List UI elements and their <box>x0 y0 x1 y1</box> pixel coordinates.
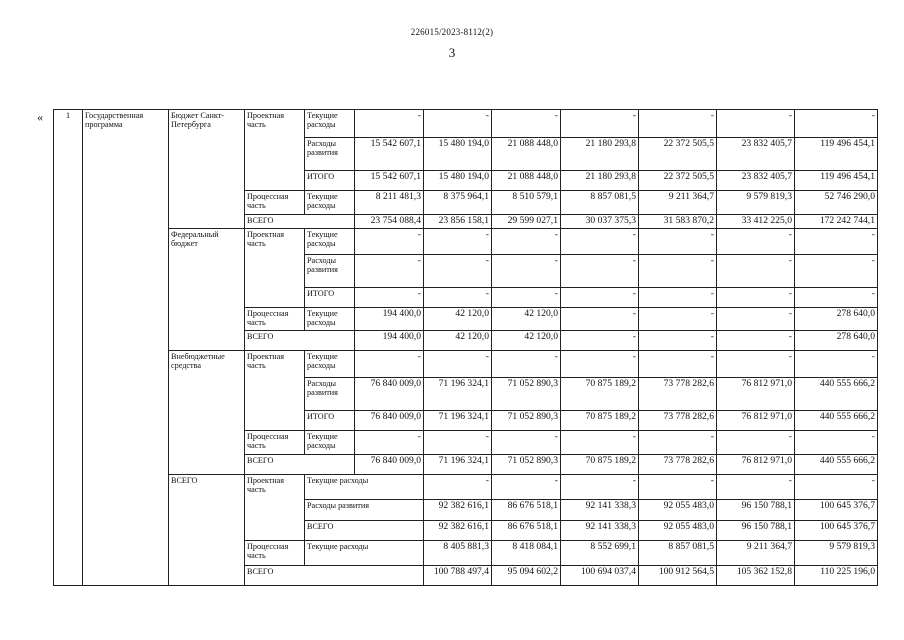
item-vsego: ВСЕГО <box>245 454 355 474</box>
value-cell: 9 579 819,3 <box>795 540 878 565</box>
value-cell: 76 840 009,0 <box>355 377 424 410</box>
value-cell: 42 120,0 <box>492 330 561 350</box>
value-cell: 9 579 819,3 <box>717 191 795 215</box>
value-cell: - <box>492 350 561 377</box>
value-cell-total: - <box>795 430 878 454</box>
item-itogo: ИТОГО <box>305 410 355 430</box>
value-cell: 76 812 971,0 <box>717 454 795 474</box>
value-cell: - <box>717 474 795 499</box>
value-cell: - <box>639 474 717 499</box>
source-total: ВСЕГО <box>169 474 245 585</box>
value-cell: 100 912 564,5 <box>639 565 717 585</box>
value-cell: 8 418 084,1 <box>492 540 561 565</box>
value-cell: 15 542 607,1 <box>355 138 424 171</box>
value-cell-total: 440 555 666,2 <box>795 377 878 410</box>
part-project: Проектная часть <box>245 110 305 191</box>
value-cell-total: 440 555 666,2 <box>795 410 878 430</box>
value-cell: 70 875 189,2 <box>561 410 639 430</box>
item-vsego: ВСЕГО <box>245 215 355 229</box>
value-cell: 9 211 364,7 <box>717 540 795 565</box>
budget-table <box>53 109 878 586</box>
value-cell: - <box>424 110 492 138</box>
item-itogo: ИТОГО <box>305 171 355 191</box>
row-number: 1 <box>54 110 83 586</box>
value-cell: 21 088 448,0 <box>492 138 561 171</box>
value-cell: 31 583 870,2 <box>639 215 717 229</box>
value-cell: 96 150 788,1 <box>717 520 795 540</box>
value-cell: - <box>424 254 492 287</box>
value-cell: 71 196 324,1 <box>424 377 492 410</box>
value-cell: 29 599 027,1 <box>492 215 561 229</box>
value-cell: 105 362 152,8 <box>717 565 795 585</box>
value-cell: 71 196 324,1 <box>424 410 492 430</box>
source-extrabudgetary: Внебюджетные средства <box>169 350 245 474</box>
value-cell: 73 778 282,6 <box>639 454 717 474</box>
value-cell: - <box>795 474 878 499</box>
value-cell: - <box>561 287 639 307</box>
table-row <box>54 474 878 499</box>
table-row <box>54 110 878 138</box>
value-cell: - <box>492 110 561 138</box>
value-cell: 92 382 616,1 <box>424 520 492 540</box>
value-cell: 9 211 364,7 <box>639 191 717 215</box>
value-cell: 15 480 194,0 <box>424 138 492 171</box>
value-cell: 92 141 338,3 <box>561 499 639 520</box>
item-current-expenses: Текущие расходы <box>305 110 355 138</box>
value-cell: 71 052 890,3 <box>492 410 561 430</box>
value-cell: 21 180 293,8 <box>561 138 639 171</box>
value-cell: - <box>717 228 795 254</box>
value-cell: - <box>639 350 717 377</box>
value-cell: 92 055 483,0 <box>639 520 717 540</box>
value-cell: - <box>561 430 639 454</box>
item-current-expenses: Текущие расходы <box>305 474 424 499</box>
value-cell: 23 832 405,7 <box>717 138 795 171</box>
value-cell: 8 857 081,5 <box>639 540 717 565</box>
value-cell: 8 857 081,5 <box>561 191 639 215</box>
value-cell: 21 088 448,0 <box>492 171 561 191</box>
value-cell: - <box>355 228 424 254</box>
value-cell: 30 037 375,3 <box>561 215 639 229</box>
value-cell: - <box>355 430 424 454</box>
value-cell: - <box>355 254 424 287</box>
value-cell: - <box>561 350 639 377</box>
value-cell: - <box>424 350 492 377</box>
item-vsego: ВСЕГО <box>245 330 355 350</box>
item-current-expenses: Текущие расходы <box>305 430 355 454</box>
value-cell: - <box>424 287 492 307</box>
part-project: Проектная часть <box>245 474 305 540</box>
value-cell: 86 676 518,1 <box>492 520 561 540</box>
item-current-expenses: Текущие расходы <box>305 307 355 330</box>
part-project: Проектная часть <box>245 228 305 307</box>
item-current-expenses: Текущие расходы <box>305 540 424 565</box>
value-cell: 8 375 964,1 <box>424 191 492 215</box>
item-current-expenses: Текущие расходы <box>305 191 355 215</box>
value-cell: - <box>561 330 639 350</box>
value-cell-total: - <box>795 287 878 307</box>
source-federal-budget: Федеральный бюджет <box>169 228 245 350</box>
value-cell: 15 480 194,0 <box>424 171 492 191</box>
value-cell: - <box>639 430 717 454</box>
value-cell: - <box>492 254 561 287</box>
value-cell: 76 840 009,0 <box>355 454 424 474</box>
value-cell: 8 405 881,3 <box>424 540 492 565</box>
item-current-expenses: Текущие расходы <box>305 350 355 377</box>
value-cell: 22 372 505,5 <box>639 171 717 191</box>
value-cell: - <box>717 330 795 350</box>
value-cell: 76 812 971,0 <box>717 410 795 430</box>
value-cell: - <box>492 474 561 499</box>
value-cell-total: 172 242 744,1 <box>795 215 878 229</box>
value-cell: 92 055 483,0 <box>639 499 717 520</box>
value-cell: 22 372 505,5 <box>639 138 717 171</box>
value-cell: 23 754 088,4 <box>355 215 424 229</box>
value-cell: - <box>561 228 639 254</box>
value-cell: - <box>561 110 639 138</box>
item-development-expenses: Расходы развития <box>305 499 424 520</box>
value-cell: 95 094 602,2 <box>492 565 561 585</box>
value-cell-total: 119 496 454,1 <box>795 171 878 191</box>
value-cell: - <box>717 254 795 287</box>
value-cell-total: 440 555 666,2 <box>795 454 878 474</box>
value-cell: 15 542 607,1 <box>355 171 424 191</box>
value-cell: - <box>639 228 717 254</box>
value-cell: 76 812 971,0 <box>717 377 795 410</box>
value-cell-total: 52 746 290,0 <box>795 191 878 215</box>
value-cell: 110 225 196,0 <box>795 565 878 585</box>
value-cell: - <box>424 430 492 454</box>
value-cell: - <box>639 287 717 307</box>
value-cell: 100 788 497,4 <box>424 565 492 585</box>
document-id: 226015/2023-8112(2) <box>410 27 494 37</box>
item-itogo: ИТОГО <box>305 287 355 307</box>
part-project: Проектная часть <box>245 350 305 430</box>
value-cell: 42 120,0 <box>492 307 561 330</box>
value-cell: - <box>639 254 717 287</box>
value-cell: 8 211 481,3 <box>355 191 424 215</box>
value-cell: 33 412 225,0 <box>717 215 795 229</box>
page-number: 3 <box>448 45 456 60</box>
value-cell: 23 832 405,7 <box>717 171 795 191</box>
opening-quote: « <box>37 110 43 124</box>
value-cell: - <box>355 110 424 138</box>
part-process: Процессная часть <box>245 540 305 565</box>
value-cell: 71 052 890,3 <box>492 377 561 410</box>
value-cell-total: - <box>795 254 878 287</box>
part-process: Процессная часть <box>245 307 305 330</box>
value-cell: - <box>639 330 717 350</box>
value-cell: - <box>639 110 717 138</box>
item-development-expenses: Расходы развития <box>305 138 355 171</box>
program-name: Государственная программа <box>83 110 169 586</box>
value-cell: 92 141 338,3 <box>561 520 639 540</box>
value-cell: 96 150 788,1 <box>717 499 795 520</box>
item-vsego: ВСЕГО <box>245 565 424 585</box>
value-cell: - <box>639 307 717 330</box>
value-cell: 71 052 890,3 <box>492 454 561 474</box>
value-cell: 86 676 518,1 <box>492 499 561 520</box>
value-cell: 194 400,0 <box>355 307 424 330</box>
value-cell: 76 840 009,0 <box>355 410 424 430</box>
value-cell: 92 382 616,1 <box>424 499 492 520</box>
source-spb-budget: Бюджет Санкт-Петербурга <box>169 110 245 229</box>
value-cell: 194 400,0 <box>355 330 424 350</box>
value-cell: - <box>717 350 795 377</box>
value-cell: - <box>717 430 795 454</box>
value-cell: - <box>492 430 561 454</box>
value-cell: 70 875 189,2 <box>561 377 639 410</box>
value-cell: - <box>561 307 639 330</box>
value-cell: - <box>492 287 561 307</box>
item-development-expenses: Расходы развития <box>305 377 355 410</box>
value-cell: - <box>561 474 639 499</box>
value-cell-total: - <box>795 350 878 377</box>
table-row <box>54 228 878 254</box>
value-cell: 100 645 376,7 <box>795 499 878 520</box>
value-cell: 73 778 282,6 <box>639 377 717 410</box>
value-cell: 23 856 158,1 <box>424 215 492 229</box>
value-cell: 42 120,0 <box>424 330 492 350</box>
value-cell: - <box>561 254 639 287</box>
value-cell-total: 278 640,0 <box>795 307 878 330</box>
value-cell: - <box>492 228 561 254</box>
value-cell-total: - <box>795 228 878 254</box>
value-cell: - <box>355 287 424 307</box>
value-cell: - <box>355 350 424 377</box>
value-cell-total: 278 640,0 <box>795 330 878 350</box>
value-cell: 8 552 699,1 <box>561 540 639 565</box>
value-cell: 21 180 293,8 <box>561 171 639 191</box>
value-cell: - <box>424 474 492 499</box>
value-cell: 73 778 282,6 <box>639 410 717 430</box>
value-cell-total: 119 496 454,1 <box>795 138 878 171</box>
part-process: Процессная часть <box>245 191 305 215</box>
part-process: Процессная часть <box>245 430 305 454</box>
value-cell: - <box>717 287 795 307</box>
value-cell-total: - <box>795 110 878 138</box>
value-cell: 8 510 579,1 <box>492 191 561 215</box>
item-current-expenses: Текущие расходы <box>305 228 355 254</box>
item-vsego: ВСЕГО <box>305 520 424 540</box>
item-development-expenses: Расходы развития <box>305 254 355 287</box>
value-cell: 42 120,0 <box>424 307 492 330</box>
value-cell: 70 875 189,2 <box>561 454 639 474</box>
value-cell: 100 645 376,7 <box>795 520 878 540</box>
value-cell: - <box>717 110 795 138</box>
value-cell: - <box>424 228 492 254</box>
table-row <box>54 350 878 377</box>
value-cell: 71 196 324,1 <box>424 454 492 474</box>
value-cell: 100 694 037,4 <box>561 565 639 585</box>
value-cell: - <box>717 307 795 330</box>
